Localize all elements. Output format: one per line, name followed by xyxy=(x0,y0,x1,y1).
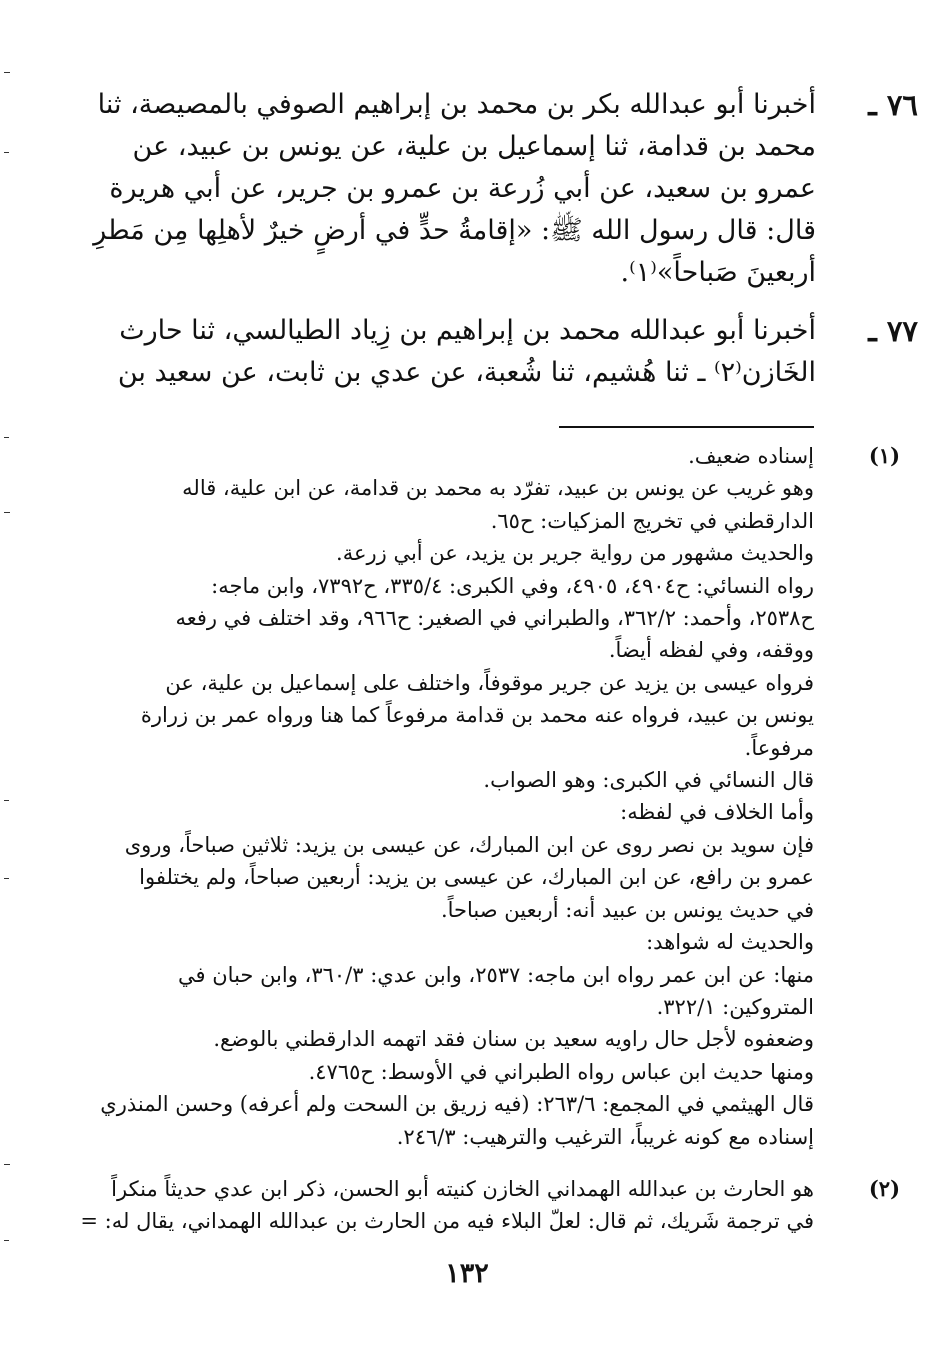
footnote-line: وضعفوه لأجل حال راويه سعيد بن سنان فقد اتهمه الدارقطني بالوضع. xyxy=(213,1027,814,1052)
page-number: ١٣٢ xyxy=(445,1258,489,1289)
footnote-line: رواه النسائي: ح٤٩٠٤، ٤٩٠٥، وفي الكبرى: ٣٣٥/٤، ح٧٣٩٢، وابن ماجه: xyxy=(211,573,814,598)
footnote-line: في ترجمة شَريك، ثم قال: لعلّ البلاء فيه من الحارث بن عبدالله الهمداني، يقال له: = xyxy=(80,1209,814,1234)
footnote-line: ومنها حديث ابن عباس رواه الطبراني في الأوسط: ح٤٧٦٥. xyxy=(308,1059,814,1084)
scan-margin-mark xyxy=(4,1240,9,1241)
entry-line: أخبرنا أبو عبدالله بكر بن محمد بن إبراهيم الصوفي بالمصيصة، ثنا xyxy=(97,89,816,120)
scan-margin-mark xyxy=(4,72,10,73)
footnote-1 xyxy=(70,440,900,1153)
footnote-separator xyxy=(559,426,814,428)
footnote-2 xyxy=(70,1173,900,1238)
footnote-line: والحديث مشهور من رواية جرير بن يزيد، عن أبي زرعة. xyxy=(336,541,814,566)
footnote-line: يونس بن عبيد، فرواه عنه محمد بن قدامة مرفوعاً كما هنا ورواه عمر بن زرارة xyxy=(140,703,814,728)
entry-number: ٧٧ ـ xyxy=(868,314,918,348)
footnote-line: في حديث يونس بن عبيد أنه: أربعين صباحاً. xyxy=(440,897,814,922)
scan-margin-mark xyxy=(4,152,9,153)
footnote-line: وهو غريب عن يونس بن عبيد، تفرّد به محمد بن قدامة، عن ابن علية، قاله xyxy=(182,476,814,501)
footnote-line: منها: عن ابن عمر رواه ابن ماجه: ٢٥٣٧، وابن عدي: ٣٦٠/٣، وابن حبان في xyxy=(178,962,814,987)
footnote-line: ووقفه، وفي لفظه أيضاً. xyxy=(608,638,814,663)
hadith-entry-77 xyxy=(68,310,918,394)
entry-line: أخبرنا أبو عبدالله محمد بن إبراهيم بن زِياد الطيالسي، ثنا حارث xyxy=(119,315,816,346)
scan-margin-mark xyxy=(4,512,10,513)
footnote-line: المتروكين: ٣٢٢/١. xyxy=(656,994,814,1019)
footnote-line: والحديث له شواهد: xyxy=(646,930,814,955)
scan-margin-mark xyxy=(4,437,9,438)
entry-line: الخَازن⁽٢⁾ ـ ثنا هُشيم، ثنا شُعبة، عن عدي بن ثابت، عن سعيد بن xyxy=(117,357,816,388)
footnote-line: فرواه عيسى بن يزيد عن جرير موقوفاً، واختلف على إسماعيل بن علية، عن xyxy=(165,670,814,695)
entry-line: عمرو بن سعيد، عن أبي زُرعة بن عمرو بن جرير، عن أبي هريرة xyxy=(109,173,816,204)
entry-line: قال: قال رسول الله ﷺ: «إقامةُ حدٍّ في أرضٍ خيرٌ لأهلِها مِن مَطرِ xyxy=(93,215,816,246)
footnote-line: مرفوعاً. xyxy=(744,735,814,760)
footnote-line: عمرو بن رافع، عن ابن المبارك، عن عيسى بن يزيد: أربعين صباحاً، ولم يختلفوا xyxy=(139,865,814,890)
footnote-line: ح٢٥٣٨، وأحمد: ٣٦٢/٢، والطبراني في الصغير: ح٩٦٦، وقد اختلف في رفعه xyxy=(175,606,814,631)
entry-line: أربعينَ صَباحاً»⁽١⁾. xyxy=(620,257,816,288)
scan-margin-mark xyxy=(4,1164,10,1165)
footnote-line: الدارقطني في تخريج المزكيات: ح٦٥. xyxy=(490,508,814,533)
footnote-line: هو الحارث بن عبدالله الهمداني الخازن كنيته أبو الحسن، ذكر ابن عدي حديثاً منكراً xyxy=(111,1177,814,1201)
footnote-number: (٢) xyxy=(868,1176,900,1201)
hadith-entry-76 xyxy=(68,84,918,294)
footnote-line: وأما الخلاف في لفظه: xyxy=(620,800,814,825)
scan-margin-mark xyxy=(4,800,9,801)
footnote-line: إسناده مع كونه غريباً، الترغيب والترهيب: ٢٤٦/٣. xyxy=(396,1124,814,1149)
footnote-line: إسناده ضعيف. xyxy=(688,444,814,468)
entry-text xyxy=(68,84,816,294)
footnote-line: فإن سويد بن نصر روى عن ابن المبارك، عن عيسى بن يزيد: ثلاثين صباحاً، وروى xyxy=(124,832,814,857)
footnote-line: قال الهيثمي في المجمع: ٢٦٣/٦: (فيه زريق بن السحت ولم أعرفه) وحسن المنذري xyxy=(100,1092,814,1117)
footnote-line: قال النسائي في الكبرى: وهو الصواب. xyxy=(483,768,814,793)
scan-margin-mark xyxy=(4,878,9,879)
entry-number: ٧٦ ـ xyxy=(868,88,918,122)
entry-text xyxy=(68,310,816,394)
footnote-number: (١) xyxy=(868,443,900,468)
entry-line: محمد بن قدامة، ثنا إسماعيل بن علية، عن يونس بن عبيد، عن xyxy=(132,131,816,162)
